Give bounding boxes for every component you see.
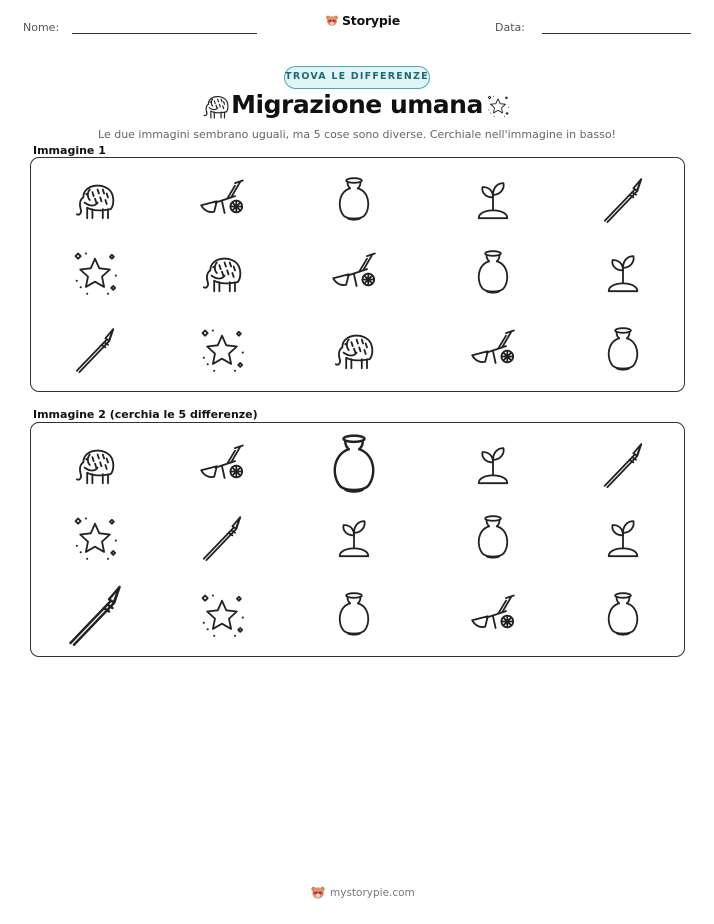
vase-icon — [463, 243, 523, 303]
vase-icon[interactable] — [319, 430, 389, 500]
vase-icon[interactable] — [593, 585, 653, 645]
stars-icon — [192, 320, 252, 380]
plow-icon[interactable] — [192, 435, 252, 495]
sprout-icon[interactable] — [463, 435, 523, 495]
name-field-line[interactable] — [72, 33, 257, 34]
activity-badge: TROVA LE DIFFERENZE — [284, 66, 430, 89]
sprout-icon[interactable] — [593, 508, 653, 568]
stars-icon[interactable] — [65, 508, 125, 568]
image1-label: Immagine 1 — [33, 144, 106, 157]
brand-logo — [325, 13, 400, 28]
image1-panel — [30, 157, 685, 392]
spear-icon — [65, 320, 125, 380]
plow-icon — [324, 243, 384, 303]
sprout-icon[interactable] — [324, 508, 384, 568]
footer — [310, 885, 415, 901]
spear-icon[interactable] — [192, 508, 252, 568]
footer-bear-icon — [310, 885, 326, 901]
date-field-line[interactable] — [542, 33, 691, 34]
name-label: Nome: — [23, 21, 60, 34]
vase-icon — [593, 320, 653, 380]
instructions: Le due immagini sembrano uguali, ma 5 cose sono diverse. Cerchiale nell'immagine in basso! — [98, 128, 616, 141]
footer-url[interactable]: mystorypie.com — [330, 887, 415, 899]
stars-icon — [65, 243, 125, 303]
image2-label: Immagine 2 (cerchia le 5 differenze) — [33, 408, 258, 421]
plow-icon[interactable] — [463, 585, 523, 645]
title-stars-icon — [485, 93, 511, 123]
brand-name: Storypie — [342, 13, 400, 28]
sprout-icon — [593, 243, 653, 303]
page-title: Migrazione umana — [231, 90, 483, 119]
spear-icon[interactable] — [593, 435, 653, 495]
sprout-icon — [463, 170, 523, 230]
vase-icon[interactable] — [463, 508, 523, 568]
mammoth-icon — [65, 170, 125, 230]
spear-icon — [593, 170, 653, 230]
image2-panel[interactable] — [30, 422, 685, 657]
plow-icon — [192, 170, 252, 230]
mammoth-icon[interactable] — [65, 435, 125, 495]
mammoth-icon — [324, 320, 384, 380]
date-label: Data: — [495, 21, 525, 34]
stars-icon[interactable] — [192, 585, 252, 645]
mammoth-icon — [192, 243, 252, 303]
vase-icon[interactable] — [324, 585, 384, 645]
bear-mascot-icon — [325, 14, 339, 28]
spear-icon[interactable] — [60, 580, 130, 650]
plow-icon — [463, 320, 523, 380]
vase-icon — [324, 170, 384, 230]
